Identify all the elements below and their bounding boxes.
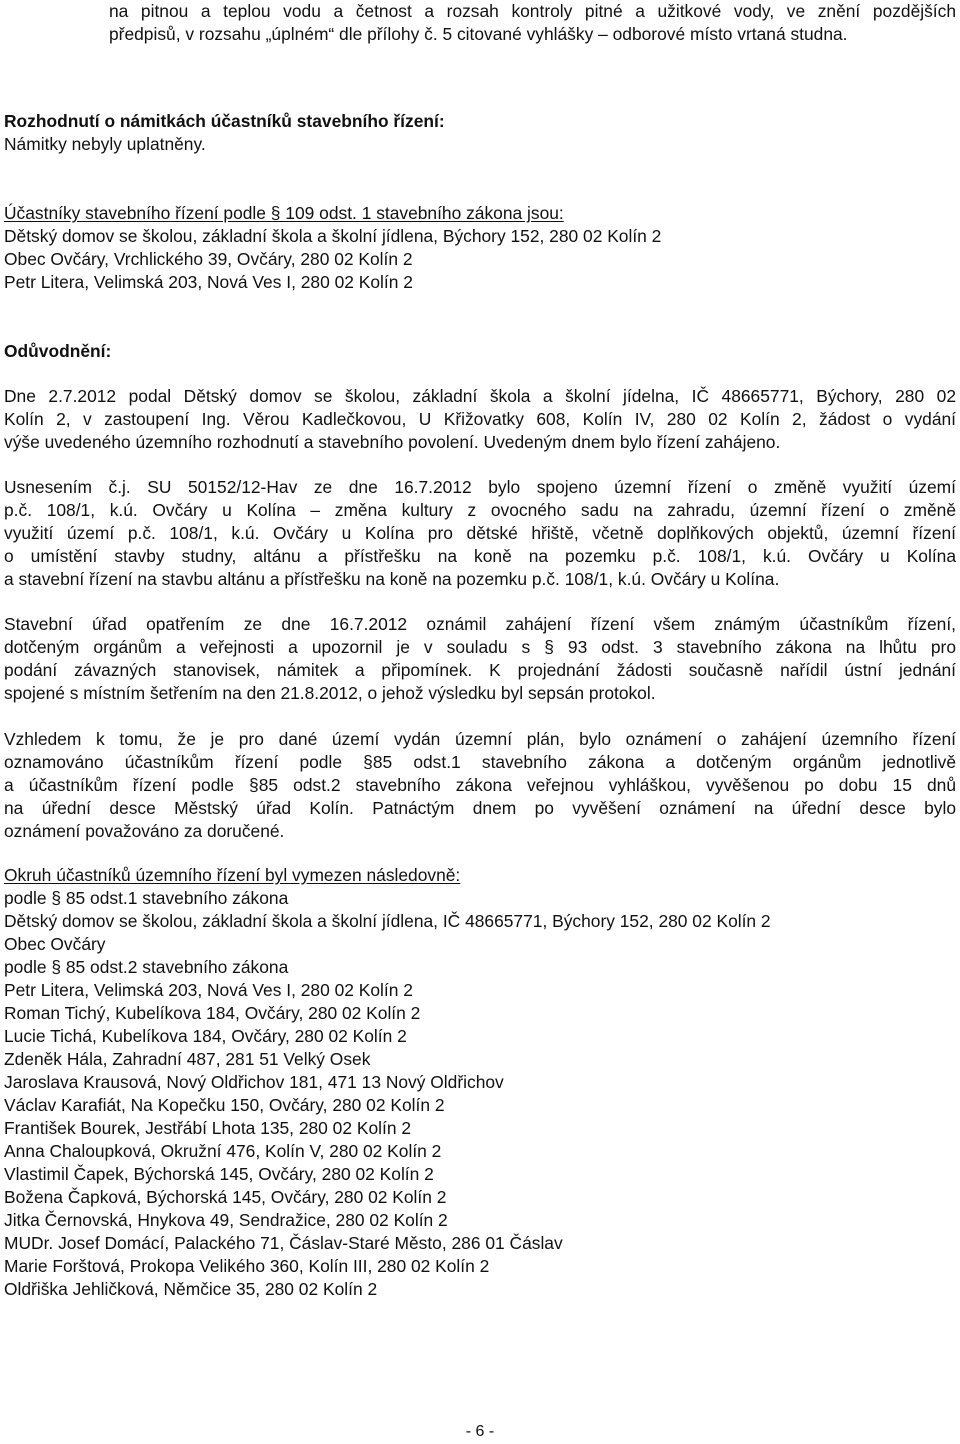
list-item: František Bourek, Jestřábí Lhota 135, 280 02 Kolín 2 — [4, 1118, 411, 1138]
text-line: na pitnou a teplou vodu a četnost a rozsah kontroly pitné a užitkové vody, ve znění pozdějších — [109, 1, 956, 21]
reasoning-paragraph-3 — [4, 613, 956, 705]
list-item: Lucie Tichá, Kubelíkova 184, Ovčáry, 280 02 Kolín 2 — [4, 1026, 407, 1046]
objections-section — [4, 110, 956, 156]
list-item: Dětský domov se školou, základní škola a školní jídlena, IČ 48665771, Býchory 152, 280 02 Kolín 2 — [4, 911, 771, 931]
participants-section — [4, 202, 956, 294]
top-paragraph — [109, 0, 956, 46]
text-line: předpisů, v rozsahu „úplném“ dle přílohy č. 5 citované vyhlášky – odborové místo vrtaná studna. — [109, 24, 848, 44]
text-line: podání závazných stanovisek, námitek a připomínek. K projednání žádosti současně nařídil ústní jednání — [4, 660, 956, 680]
text-line: Vzhledem k tomu, že je pro dané území vydán územní plán, bylo oznámení o zahájení územního řízení — [4, 729, 956, 749]
text-line: výše uvedeného územního rozhodnutí a stavebního povolení. Uvedeným dnem bylo řízení zahájeno. — [4, 432, 781, 452]
text-line: p.č. 108/1, k.ú. Ovčáry u Kolína – změna kultury z ovocného sadu na zahradu, územní řízení o změně — [4, 500, 956, 520]
page-number: - 6 - — [465, 1423, 495, 1440]
text-line: Dne 2.7.2012 podal Dětský domov se školou, základní škola a školní jídelna, IČ 48665771, Býchory, 280 02 — [4, 386, 956, 406]
group-label: podle § 85 odst.1 stavebního zákona — [4, 888, 289, 908]
reasoning-heading-block — [4, 340, 956, 363]
list-item: Václav Karafiát, Na Kopečku 150, Ovčáry, 280 02 Kolín 2 — [4, 1095, 445, 1115]
text-line: o umístění stavby studny, altánu a přístřešku na koně na pozemku p.č. 108/1, k.ú. Ovčáry u Kolína — [4, 546, 956, 566]
text-line: oznámení považováno za doručené. — [4, 821, 285, 841]
list-item: Petr Litera, Velimská 203, Nová Ves I, 280 02 Kolín 2 — [4, 272, 413, 292]
text-line: na úřední desce Městský úřad Kolín. Patnáctým dnem po vyvěšení oznámení na úřední desce bylo — [4, 798, 956, 818]
reasoning-paragraph-4 — [4, 728, 956, 843]
text-line: Kolín 2, v zastoupení Ing. Věrou Kadlečkovou, U Křižovatky 608, Kolín IV, 280 02 Kolín 2, žádost o vydání — [4, 409, 956, 429]
text-line: a stavební řízení na stavbu altánu a přístřešku na koně na pozemku p.č. 108/1, k.ú. Ovčáry u Kolína. — [4, 569, 780, 589]
list-item: Dětský domov se školou, základní škola a školní jídlena, Býchory 152, 280 02 Kolín 2 — [4, 226, 662, 246]
list-item: MUDr. Josef Domácí, Palackého 71, Čáslav-Staré Město, 286 01 Čáslav — [4, 1233, 563, 1253]
section-heading: Rozhodnutí o námitkách účastníků stavebního řízení: — [4, 111, 445, 131]
text-line: Usnesením č.j. SU 50152/12-Hav ze dne 16.7.2012 bylo spojeno územní řízení o změně využití území — [4, 477, 956, 497]
text-line: a účastníkům řízení podle §85 odst.2 stavebního zákona veřejnou vyhláškou, vyvěšenou po dobu 15 dnů — [4, 775, 956, 795]
text-line: Stavební úřad opatřením ze dne 16.7.2012 oznámil zahájení řízení všem známým účastníkům řízení, — [4, 614, 956, 634]
list-item: Anna Chaloupková, Okružní 476, Kolín V, 280 02 Kolín 2 — [4, 1141, 442, 1161]
list-item: Roman Tichý, Kubelíkova 184, Ovčáry, 280 02 Kolín 2 — [4, 1003, 421, 1023]
list-item: Jitka Černovská, Hnykova 49, Sendražice, 280 02 Kolín 2 — [4, 1210, 448, 1230]
text-line: využití území p.č. 108/1, k.ú. Ovčáry u Kolína pro dětské hřiště, včetně doplňkových objektů, územní řízení — [4, 523, 956, 543]
reasoning-paragraph-1 — [4, 385, 956, 454]
list-item: Vlastimil Čapek, Býchorská 145, Ovčáry, 280 02 Kolín 2 — [4, 1164, 434, 1184]
section-heading: Odůvodnění: — [4, 341, 112, 361]
list-item: Marie Forštová, Prokopa Velikého 360, Kolín III, 280 02 Kolín 2 — [4, 1256, 490, 1276]
section-heading: Účastníky stavebního řízení podle § 109 odst. 1 stavebního zákona jsou: — [4, 203, 564, 223]
reasoning-paragraph-2 — [4, 476, 956, 591]
list-item: Petr Litera, Velimská 203, Nová Ves I, 280 02 Kolín 2 — [4, 980, 413, 1000]
list-item: Obec Ovčáry — [4, 934, 106, 954]
text-line: dotčeným orgánům a veřejnosti a upozornil je v souladu s § 93 odst. 3 stavebního zákona na lhůtu pro — [4, 637, 956, 657]
list-item: Božena Čapková, Býchorská 145, Ovčáry, 280 02 Kolín 2 — [4, 1187, 447, 1207]
list-item: Oldřiška Jehličková, Němčice 35, 280 02 Kolín 2 — [4, 1279, 378, 1299]
list-item: Zdeněk Hála, Zahradní 487, 281 51 Velký Osek — [4, 1049, 371, 1069]
group-label: podle § 85 odst.2 stavebního zákona — [4, 957, 289, 977]
text-line: spojené s místním šetřením na den 21.8.2012, o jehož výsledku byl sepsán protokol. — [4, 683, 656, 703]
section-heading: Okruh účastníků územního řízení byl vymezen následovně: — [4, 865, 461, 885]
text-line: Námitky nebyly uplatněny. — [4, 134, 206, 154]
circle-section — [4, 864, 956, 1301]
list-item: Obec Ovčáry, Vrchlického 39, Ovčáry, 280 02 Kolín 2 — [4, 249, 413, 269]
text-line: oznamováno účastníkům řízení podle §85 odst.1 stavebního zákona a dotčeným orgánům jednotlivě — [4, 752, 956, 772]
list-item: Jaroslava Krausová, Nový Oldřichov 181, 471 13 Nový Oldřichov — [4, 1072, 504, 1092]
